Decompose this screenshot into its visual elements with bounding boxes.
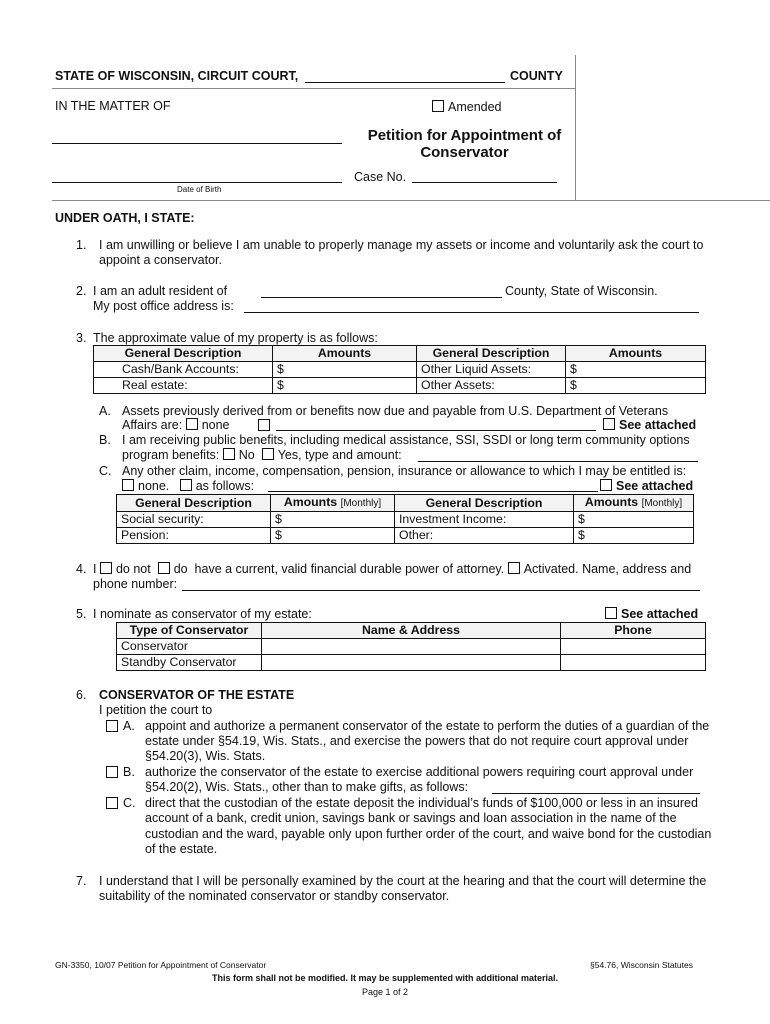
poa-do-checkbox[interactable] — [158, 562, 170, 574]
cell-amount[interactable]: $ — [574, 512, 694, 528]
th-general-desc-2: General Description — [395, 495, 574, 512]
amended-checkbox[interactable] — [432, 100, 444, 112]
poa-activated-checkbox[interactable] — [508, 562, 520, 574]
th-general-desc-1: General Description — [94, 346, 273, 362]
th-general-desc-1: General Description — [117, 495, 271, 512]
item1-num: 1. — [76, 238, 87, 252]
dob-field[interactable] — [52, 182, 342, 183]
va-see-attached-checkbox[interactable] — [603, 418, 615, 430]
cell-label: Pension: — [117, 528, 271, 544]
item3-B-line1: I am receiving public benefits, including medical assistance, SSI, SSDI or long term community options — [122, 433, 690, 447]
item5-intro: I nominate as conservator of my estate: — [93, 607, 312, 621]
table-row — [117, 528, 694, 544]
option-a-checkbox[interactable] — [106, 720, 118, 732]
item5-num: 5. — [76, 607, 87, 621]
va-amount-field[interactable] — [276, 430, 596, 431]
cell-label: Other: — [395, 528, 574, 544]
footer-notice: This form shall not be modified. It may be supplemented with additional material. — [211, 973, 559, 983]
item3-A-label: A. — [99, 404, 111, 418]
income-table — [116, 494, 694, 544]
item4-phone: phone number: — [93, 577, 178, 591]
cell-label: Cash/Bank Accounts: — [94, 362, 273, 378]
amended-option[interactable]: Amended — [432, 100, 502, 114]
item2-num: 2. — [76, 284, 87, 298]
option-b-checkbox[interactable] — [106, 766, 118, 778]
option-a-label: A. — [123, 719, 135, 733]
option-b-line1: authorize the conservator of the estate to exercise additional powers requiring court approval under — [145, 765, 694, 779]
option-c-line4: of the estate. — [145, 842, 218, 856]
item6-num: 6. — [76, 688, 87, 702]
cell-label: Investment Income: — [395, 512, 574, 528]
claim-see-attached-checkbox[interactable] — [600, 479, 612, 491]
cell-name-address[interactable] — [262, 655, 561, 671]
option-b-label: B. — [123, 765, 135, 779]
claim-follows-checkbox[interactable] — [180, 479, 192, 491]
case-no-field[interactable] — [412, 182, 557, 183]
item4-num: 4. — [76, 562, 87, 576]
cell-label: Real estate: — [94, 378, 273, 394]
table-row — [94, 362, 706, 378]
cell-name-address[interactable] — [262, 639, 561, 655]
case-no-label: Case No. — [354, 170, 407, 184]
header-divider-top — [52, 88, 575, 89]
cell-type: Conservator — [117, 639, 262, 655]
va-none-checkbox[interactable] — [186, 418, 198, 430]
table-row — [117, 639, 706, 655]
nominee-see-attached-checkbox[interactable] — [605, 607, 617, 619]
cell-phone[interactable] — [561, 655, 706, 671]
option-a-line3: §54.20(3), Wis. Stats. — [145, 749, 266, 763]
form-title: Petition for Appointment of Conservator — [367, 127, 562, 161]
cell-label: Other Liquid Assets: — [417, 362, 566, 378]
item2-county-state: County, State of Wisconsin. — [505, 284, 658, 298]
footer-statute: §54.76, Wisconsin Statutes — [590, 960, 694, 970]
th-phone: Phone — [561, 623, 706, 639]
cell-amount[interactable]: $ — [566, 378, 706, 394]
income-table-header — [117, 495, 694, 512]
court-county-field[interactable] — [305, 82, 505, 83]
address-field[interactable] — [244, 312, 699, 313]
item6-petition: I petition the court to — [99, 703, 213, 717]
poa-phone-field[interactable] — [182, 590, 700, 591]
th-amounts-monthly-2: Amounts [Monthly] — [574, 495, 694, 512]
cell-amount[interactable]: $ — [273, 378, 417, 394]
option-c-label: C. — [123, 796, 136, 810]
item3-C-options: none. as follows: — [122, 479, 254, 493]
claim-none-checkbox[interactable] — [122, 479, 134, 491]
cell-phone[interactable] — [561, 639, 706, 655]
table-row — [117, 512, 694, 528]
item6-heading: CONSERVATOR OF THE ESTATE — [99, 688, 295, 702]
option-b-line2: §54.20(2), Wis. Stats., other than to make gifts, as follows: — [145, 780, 469, 794]
in-the-matter-label: IN THE MATTER OF — [55, 99, 171, 113]
cell-amount[interactable]: $ — [574, 528, 694, 544]
property-table — [93, 345, 706, 394]
county-label: COUNTY — [510, 69, 563, 83]
benefits-yes-checkbox[interactable] — [262, 448, 274, 460]
item3-num: 3. — [76, 331, 87, 345]
cell-amount[interactable]: $ — [273, 362, 417, 378]
cell-label: Other Assets: — [417, 378, 566, 394]
cell-label: Social security: — [117, 512, 271, 528]
property-table-header — [94, 346, 706, 362]
option-a-line1: appoint and authorize a permanent conservator of the estate to perform the duties of a guardian of the — [145, 719, 710, 733]
powers-field[interactable] — [492, 793, 700, 794]
oath-heading: UNDER OATH, I STATE: — [55, 211, 195, 225]
footer-form-id: GN-3350, 10/07 Petition for Appointment of Conservator — [55, 960, 267, 970]
name-field[interactable] — [52, 143, 342, 144]
th-type: Type of Conservator — [117, 623, 262, 639]
item3-C-label: C. — [99, 464, 112, 478]
dob-label: Date of Birth — [177, 185, 222, 194]
cell-amount[interactable]: $ — [271, 528, 395, 544]
th-general-desc-2: General Description — [417, 346, 566, 362]
poa-do-not-checkbox[interactable] — [100, 562, 112, 574]
item7-line2: suitability of the nominated conservator or standby conservator. — [99, 889, 450, 903]
va-amount-checkbox[interactable] — [258, 419, 270, 431]
table-row — [117, 655, 706, 671]
option-c-checkbox[interactable] — [106, 797, 118, 809]
resident-county-field[interactable] — [261, 297, 502, 298]
item3-B-label: B. — [99, 433, 111, 447]
item3-A-line1: Assets previously derived from or benefits now due and payable from U.S. Department of Veterans — [122, 404, 669, 418]
item7-num: 7. — [76, 874, 87, 888]
option-c-line3: custodian and the ward, payable only upon further order of the court, and waive bond for the custodian — [145, 827, 712, 841]
item1-line2: appoint a conservator. — [99, 253, 222, 267]
table-row — [94, 378, 706, 394]
item2-address: My post office address is: — [93, 299, 234, 313]
conservator-table-header — [117, 623, 706, 639]
benefits-type-field[interactable] — [418, 461, 698, 462]
th-amounts-1: Amounts — [273, 346, 417, 362]
va-see-attached[interactable]: See attached — [603, 418, 696, 432]
option-a-line2: estate under §54.19, Wis. Stats., and exercise the powers that do not require court approval under — [145, 734, 689, 748]
item7-line1: I understand that I will be personally examined by the court at the hearing and that the court will determine the — [99, 874, 707, 888]
cell-amount[interactable]: $ — [271, 512, 395, 528]
item1-line1: I am unwilling or believe I am unable to properly manage my assets or income and voluntarily ask the court to — [99, 238, 704, 252]
th-name-address: Name & Address — [262, 623, 561, 639]
item3-intro: The approximate value of my property is as follows: — [93, 331, 378, 345]
conservator-table — [116, 622, 706, 671]
claim-see-attached[interactable]: See attached — [600, 479, 693, 493]
option-c-line1: direct that the custodian of the estate deposit the individual’s funds of $100,000 or less in an insured — [145, 796, 698, 810]
nominee-see-attached[interactable]: See attached — [605, 607, 698, 621]
cell-type: Standby Conservator — [117, 655, 262, 671]
header-divider-bottom — [52, 200, 770, 201]
item2-resident: I am an adult resident of — [93, 284, 228, 298]
cell-amount[interactable]: $ — [566, 362, 706, 378]
benefits-no-checkbox[interactable] — [223, 448, 235, 460]
claim-field[interactable] — [268, 491, 598, 492]
th-amounts-2: Amounts — [566, 346, 706, 362]
th-amounts-monthly-1: Amounts [Monthly] — [271, 495, 395, 512]
item3-A-affairs: Affairs are: none — [122, 418, 230, 432]
option-c-line2: account of a bank, credit union, savings bank or savings and loan association in the name of the — [145, 811, 677, 825]
item3-B-program: program benefits: No Yes, type and amount: — [122, 448, 402, 462]
item4-line1: I do not do have a current, valid financial durable power of attorney. Activated. Name, address and — [93, 562, 692, 576]
item3-C-line1: Any other claim, income, compensation, pension, insurance or allowance to which I may be entitled is: — [122, 464, 687, 478]
state-line: STATE OF WISCONSIN, CIRCUIT COURT, — [55, 69, 299, 83]
page-number: Page 1 of 2 — [361, 987, 409, 997]
